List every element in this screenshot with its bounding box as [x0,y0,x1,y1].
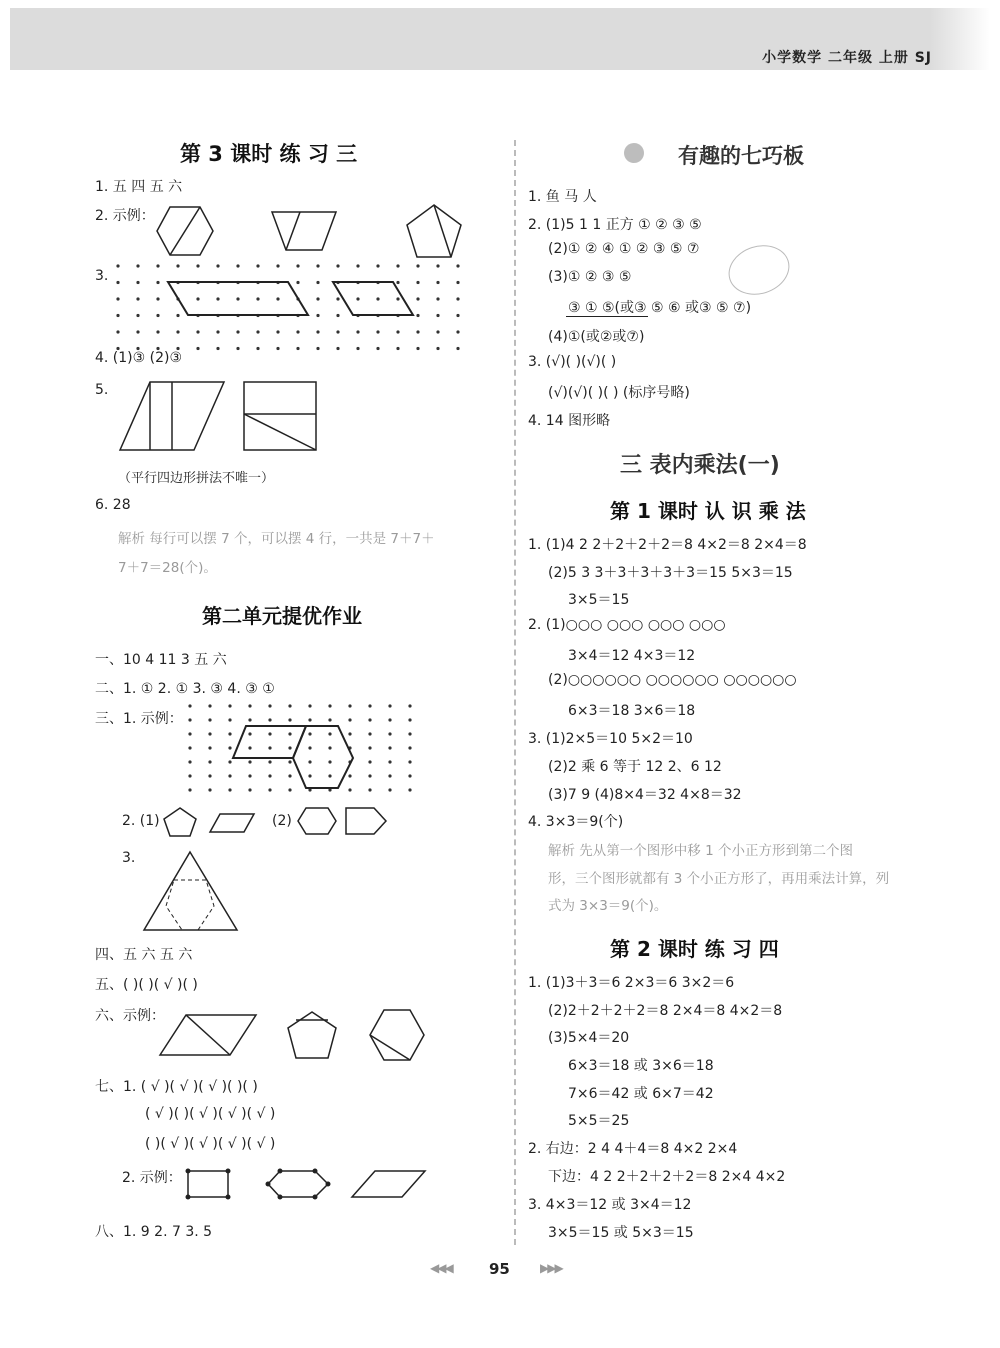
grid-dot [408,732,411,735]
lesson-title-1: 第 1 课时 认 识 乘 法 [610,499,806,523]
right-p2-1: 2. 右边：2 4 4＋4＝8 4×2 2×4 [528,1141,738,1157]
grid-dot [436,347,439,350]
right-p1-2: (2)2＋2＋2＋2＝8 2×4＝8 4×2＝8 [548,1003,783,1019]
right-m4: 4. 3×3＝9(个) [528,814,624,830]
grid-dot [296,347,299,350]
grid-dot [336,330,339,333]
grid-dot [268,760,271,763]
left-q6-analysis-2: 7＋7＝28(个)。 [118,560,217,576]
grid-dot [116,314,119,317]
grid-dot [368,774,371,777]
grid-dot [136,281,139,284]
grid-dot [236,330,239,333]
q2-pentagon-figure [405,203,463,259]
right-p1-6: 5×5＝25 [568,1113,630,1129]
grid-dot [156,297,159,300]
q5-square-figure [243,380,318,452]
grid-dot [228,788,231,791]
grid-dot [256,347,259,350]
grid-dot [196,297,199,300]
grid-dot [368,788,371,791]
right-m2-3: (2)○○○○○○ ○○○○○○ ○○○○○○ [548,672,797,688]
grid-dot [188,718,191,721]
right-m3-1: 3. (1)2×5＝10 5×2＝10 [528,731,693,747]
grid-dot [116,264,119,267]
grid-dot [376,297,379,300]
grid-dot [176,314,179,317]
grid-dot [276,347,279,350]
grid-dot [368,718,371,721]
grid-dot [268,732,271,735]
grid-dot [416,347,419,350]
tangram-title: 有趣的七巧板 [678,144,804,168]
grid-dot [308,732,311,735]
grid-dot [136,314,139,317]
grid-dot [228,774,231,777]
grid-dot [316,314,319,317]
right-r1: 1. 鱼 马 人 [528,189,597,205]
grid-dot [348,732,351,735]
grid-dot [256,330,259,333]
left-q2: 2. 示例： [95,208,155,224]
grid-dot [408,718,411,721]
grid-dot [156,314,159,317]
grid-dot [248,704,251,707]
grid-dot [136,264,139,267]
grid-dot [216,347,219,350]
q5-parallelogram-figure [118,380,228,452]
grid-dot [416,281,419,284]
grid-dot [176,264,179,267]
grid-dot [296,281,299,284]
unit-q6: 六、示例： [95,1008,165,1024]
grid-dot [396,281,399,284]
unit-q3-2b: (2) [272,813,292,829]
right-m2-2: 3×4＝12 4×3＝12 [568,648,696,664]
grid-dot [396,297,399,300]
grid-dot [456,264,459,267]
grid-dot [368,704,371,707]
prev-page-arrows: ◀◀◀ [430,1261,452,1275]
grid-dot [256,297,259,300]
grid-dot [408,774,411,777]
grid-dot [388,774,391,777]
unit-q6-pentagon [286,1010,338,1060]
grid-dot [416,330,419,333]
unit-q6-hexagon [368,1008,426,1062]
grid-dot [416,314,419,317]
unit-q7-2: 2. 示例： [122,1170,182,1186]
r2-underline [566,316,648,317]
grid-dot [268,774,271,777]
unit-q3: 三、1. 示例： [95,711,183,727]
right-r2-1: 2. (1)5 1 1 正方 ① ② ③ ⑤ [528,217,702,233]
grid-dot [436,297,439,300]
grid-dot [376,330,379,333]
left-q1: 1. 五 四 五 六 [95,179,183,195]
grid-dot [348,718,351,721]
grid-dot [268,718,271,721]
grid-dot [248,760,251,763]
grid-dot [208,746,211,749]
unit-q3-triangle-figure [142,850,240,932]
grid-dot [308,718,311,721]
grid-dot [336,314,339,317]
grid-dot [328,746,331,749]
right-m4-analysis-2: 形，三个图形就都有 3 个小正方形了，再用乘法计算，列 [548,871,890,887]
header-band-fade [930,8,990,70]
unit-q7-row3: ( )( √ )( √ )( √ )( √ ) [145,1136,276,1152]
unit-q3-pentagon [162,806,198,838]
grid-dot [188,774,191,777]
header-subject: 小学数学 二年级 上册 SJ [762,50,932,66]
unit-q7-row2: ( √ )( )( √ )( √ )( √ ) [145,1106,276,1122]
grid-dot [288,704,291,707]
q3-dot-grid [118,268,468,338]
grid-dot [208,704,211,707]
grid-dot [208,718,211,721]
grid-dot [336,297,339,300]
grid-dot [156,264,159,267]
grid-dot [188,760,191,763]
grid-dot [288,760,291,763]
grid-dot [348,704,351,707]
grid-dot [196,347,199,350]
grid-dot [216,330,219,333]
grid-dot [308,704,311,707]
right-m3-2: (2)2 乘 6 等于 12 2、6 12 [548,759,722,775]
grid-dot [248,788,251,791]
right-r3-2: (√)(√)( )( ) (标序号略) [548,385,690,401]
grid-dot [388,746,391,749]
right-p1-1: 1. (1)3＋3＝6 2×3＝6 3×2＝6 [528,975,735,991]
unit-q3-2a: 2. (1) [122,813,160,829]
chapter-title: 三 表内乘法(一) [620,453,780,478]
grid-dot [348,788,351,791]
right-r2-2: (2)① ② ④ ① ② ③ ⑤ ⑦ [548,241,700,257]
grid-dot [268,746,271,749]
left-q3: 3. [95,268,109,284]
grid-dot [276,264,279,267]
right-p3-2: 3×5＝15 或 5×3＝15 [548,1225,694,1241]
right-m3-3: (3)7 9 (4)8×4＝32 4×8＝32 [548,787,742,803]
grid-dot [208,760,211,763]
unit-q5: 五、( )( )( √ )( ) [95,977,198,993]
grid-dot [176,330,179,333]
grid-dot [356,347,359,350]
grid-dot [328,732,331,735]
grid-dot [408,788,411,791]
right-m1-2: (2)5 3 3＋3＋3＋3＋3＝15 5×3＝15 [548,565,793,581]
lesson-title-2: 第 2 课时 练 习 四 [610,937,779,961]
unit-q7-dot-figures [180,1163,430,1205]
grid-dot [256,264,259,267]
q2-hexagon-figure [155,205,215,257]
grid-dot [456,330,459,333]
grid-dot [208,774,211,777]
q2-trapezoid-figure [270,210,340,252]
grid-dot [316,264,319,267]
grid-dot [316,297,319,300]
grid-dot [416,297,419,300]
unit-two-title: 第二单元提优作业 [202,604,362,628]
grid-dot [248,774,251,777]
grid-dot [156,330,159,333]
grid-dot [416,264,419,267]
left-q5: 5. [95,382,109,398]
right-m2-4: 6×3＝18 3×6＝18 [568,703,696,719]
grid-dot [368,732,371,735]
grid-dot [356,330,359,333]
page-number: 95 [489,1260,510,1278]
left-q6-analysis-1: 解析 每行可以摆 7 个，可以摆 4 行，一共是 7＋7＋ [118,531,435,547]
unit-q3-hexagon [296,806,338,836]
grid-dot [288,732,291,735]
grid-dot [408,704,411,707]
grid-dot [188,732,191,735]
grid-dot [248,718,251,721]
grid-dot [116,281,119,284]
next-page-arrows: ▶▶▶ [540,1261,562,1275]
grid-dot [208,732,211,735]
unit-q1: 一、10 4 11 3 五 六 [95,652,227,668]
lesson-title-3: 第 3 课时 练 习 三 [180,142,358,166]
grid-dot [308,760,311,763]
grid-dot [156,281,159,284]
grid-dot [228,704,231,707]
grid-dot [388,704,391,707]
grid-dot [456,281,459,284]
grid-dot [268,788,271,791]
grid-dot [296,264,299,267]
grid-dot [456,347,459,350]
right-p3-1: 3. 4×3＝12 或 3×4＝12 [528,1197,692,1213]
grid-dot [388,718,391,721]
left-q6: 6. 28 [95,497,131,513]
grid-dot [328,774,331,777]
grid-dot [236,347,239,350]
grid-dot [276,297,279,300]
grid-dot [356,297,359,300]
grid-dot [196,264,199,267]
right-p1-4: 6×3＝18 或 3×6＝18 [568,1058,714,1074]
grid-dot [316,330,319,333]
right-r3-1: 3. (√)( )(√)( ) [528,354,617,370]
grid-dot [268,704,271,707]
right-r4: 4. 14 图形略 [528,413,611,429]
grid-dot [436,314,439,317]
right-p2-2: 下边：4 2 2＋2＋2＋2＝8 2×4 4×2 [548,1169,786,1185]
grid-dot [116,330,119,333]
grid-dot [328,704,331,707]
grid-dot [228,746,231,749]
grid-dot [136,297,139,300]
grid-dot [308,774,311,777]
right-p1-5: 7×6＝42 或 6×7＝42 [568,1086,714,1102]
grid-dot [288,746,291,749]
right-r2-4: ③ ① ⑤(或③ ⑤ ⑥ 或③ ⑤ ⑦) [568,300,752,316]
grid-dot [296,330,299,333]
grid-dot [456,314,459,317]
grid-dot [188,788,191,791]
left-q5-note: （平行四边形拼法不唯一） [118,471,275,486]
grid-dot [136,330,139,333]
grid-dot [436,264,439,267]
unit-q3-arrow-pentagon [344,806,388,836]
unit-q4: 四、五 六 五 六 [95,947,193,963]
grid-dot [196,330,199,333]
grid-dot [436,281,439,284]
right-r2-3: (3)① ② ③ ⑤ [548,269,632,285]
grid-dot [376,264,379,267]
grid-dot [368,746,371,749]
grid-dot [216,297,219,300]
right-m1-3: 3×5＝15 [568,592,630,608]
right-m2-1: 2. (1)○○○ ○○○ ○○○ ○○○ [528,617,726,633]
unit-q3-3: 3. [122,850,136,866]
unit-q6-parallelogram [158,1013,258,1057]
unit-q3-parallelogram [208,812,256,834]
grid-dot [396,347,399,350]
grid-dot [248,746,251,749]
grid-dot [288,718,291,721]
grid-dot [236,264,239,267]
grid-dot [376,347,379,350]
right-r2-5: (4)①(或②或⑦) [548,329,645,345]
grid-dot [116,297,119,300]
grid-dot [248,732,251,735]
unit-q7-row1: 七、1. ( √ )( √ )( √ )( )( ) [95,1079,258,1095]
grid-dot [228,732,231,735]
grid-dot [356,264,359,267]
left-q4: 4. (1)③ (2)③ [95,350,183,366]
grid-dot [336,347,339,350]
unit-q8: 八、1. 9 2. 7 3. 5 [95,1224,213,1240]
grid-dot [336,264,339,267]
grid-dot [216,264,219,267]
grid-dot [208,788,211,791]
grid-dot [396,330,399,333]
unit-q3-dot-grid [188,706,428,796]
grid-dot [328,760,331,763]
grid-dot [228,760,231,763]
grid-dot [368,760,371,763]
right-m1-1: 1. (1)4 2 2＋2＋2＋2＝8 4×2＝8 2×4＝8 [528,537,807,553]
grid-dot [456,297,459,300]
grid-dot [316,347,319,350]
stamp-seal [722,238,796,303]
bullet-dot [624,143,644,163]
right-m4-analysis-1: 解析 先从第一个图形中移 1 个小正方形到第二个图 [548,843,853,859]
grid-dot [188,704,191,707]
grid-dot [436,330,439,333]
grid-dot [348,774,351,777]
column-divider [514,140,516,1245]
grid-dot [396,264,399,267]
grid-dot [388,732,391,735]
grid-dot [228,718,231,721]
grid-dot [308,746,311,749]
grid-dot [236,297,239,300]
grid-dot [276,330,279,333]
grid-dot [316,281,319,284]
grid-dot [408,760,411,763]
grid-dot [408,746,411,749]
grid-dot [288,788,291,791]
right-m4-analysis-3: 式为 3×3＝9(个)。 [548,898,668,914]
grid-dot [328,718,331,721]
right-p1-3: (3)5×4＝20 [548,1030,630,1046]
unit-q2: 二、1. ① 2. ① 3. ③ 4. ③ ① [95,681,275,697]
grid-dot [388,788,391,791]
grid-dot [188,746,191,749]
grid-dot [288,774,291,777]
grid-dot [388,760,391,763]
